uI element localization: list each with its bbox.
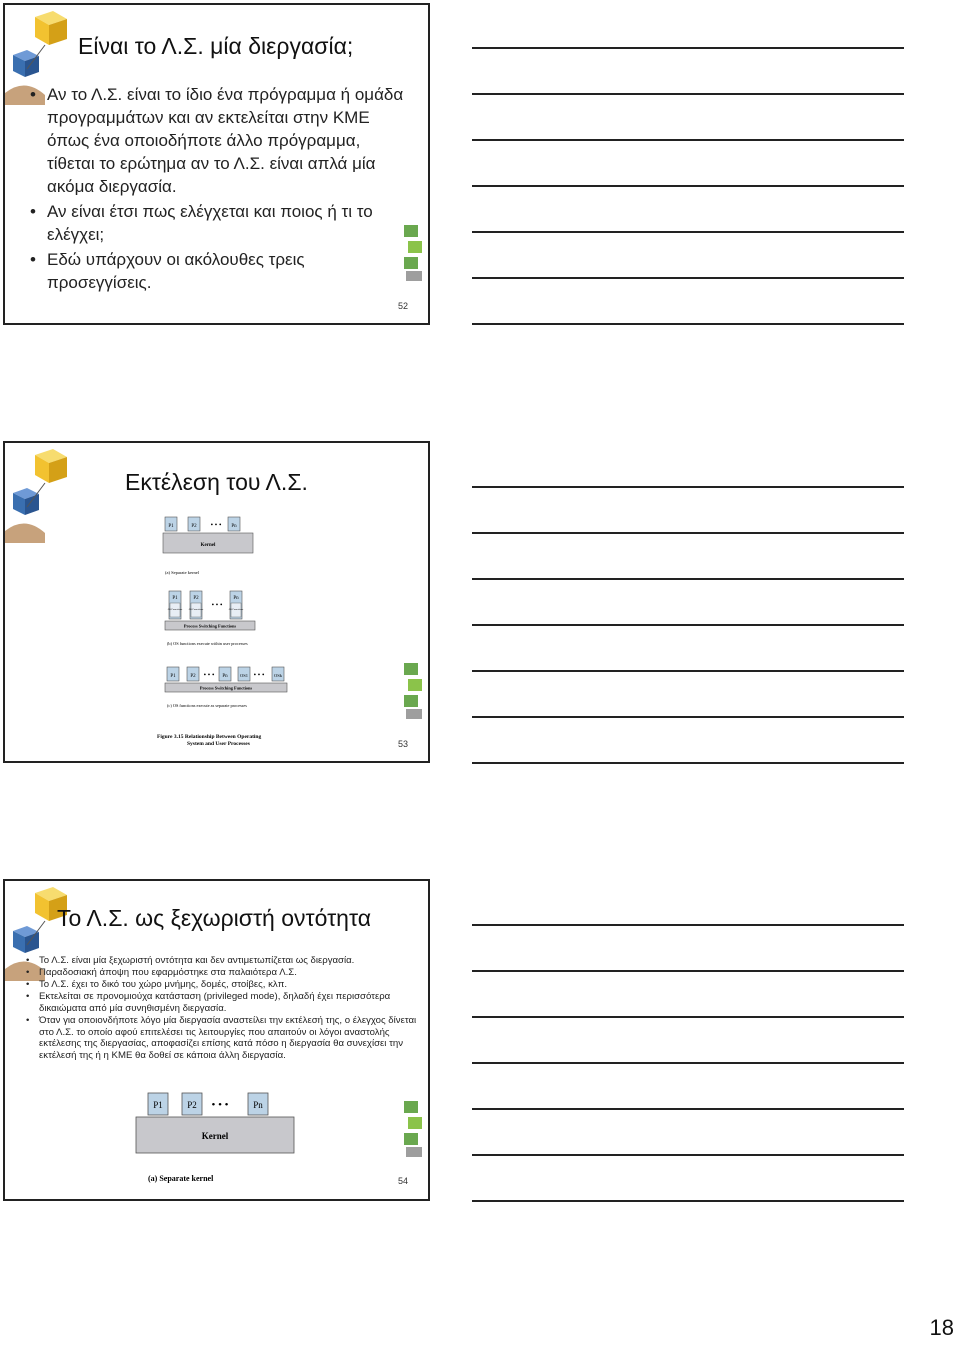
bullet-item: • Εκτελείται σε προνομιούχα κατάσταση (privileged mode), δηλαδή έχει περισσότερα δικαιώματα από μία συνηθισμένη διεργασία. <box>23 991 423 1014</box>
process-label: P1 <box>172 596 178 601</box>
process-label: P2 <box>191 524 197 529</box>
process-label: P2 <box>193 596 199 601</box>
os-function-label: OS Func-tions <box>188 608 204 611</box>
slide-title: Εκτέλεση του Λ.Σ. <box>125 469 308 495</box>
slide-title: Το Λ.Σ. ως ξεχωριστή οντότητα <box>57 905 372 931</box>
kernel-label: Kernel <box>201 1131 229 1141</box>
ellipsis: • • • <box>210 521 222 529</box>
process-label: P1 <box>168 524 174 529</box>
process-label: P1 <box>170 674 176 679</box>
switching-label: Process Switching Functions <box>199 685 253 691</box>
bullet-item: • Αν το Λ.Σ. είναι το ίδιο ένα πρόγραμμα ή ομάδα προγραμμάτων και αν εκτελείται στην ΚΜΕ όπως ένα οποιοδήποτε άλλο πρόγραμμα, τίθεται το ερώτημα αν το Λ.Σ. είναι απλά μία ακόμα διεργασία. <box>27 83 407 198</box>
green-blocks-icon <box>402 1099 424 1159</box>
process-label: P1 <box>153 1100 163 1110</box>
figure-caption: (c) OS functions execute as separate processes <box>167 703 247 708</box>
note-line <box>472 323 904 325</box>
slide-number: 53 <box>398 739 409 749</box>
note-line <box>472 1200 904 1202</box>
bullet-list <box>27 83 407 296</box>
note-line <box>472 277 904 279</box>
note-line <box>472 1154 904 1156</box>
bullet-item: • Εδώ υπάρχουν οι ακόλουθες τρεις προσεγγίσεις. <box>27 248 407 294</box>
bullet-item: • Το Λ.Σ. έχει το δικό του χώρο μνήμης, δομές, στοίβες, κλπ. <box>23 979 423 991</box>
slide-number: 54 <box>398 1176 409 1186</box>
note-line <box>472 185 904 187</box>
bullet-item: • Το Λ.Σ. είναι μία ξεχωριστή οντότητα και δεν αντιμετωπίζεται ως διεργασία. <box>23 955 423 967</box>
process-label: P2 <box>187 1100 197 1110</box>
note-line <box>472 1108 904 1110</box>
note-line <box>472 231 904 233</box>
process-label: Pn <box>253 1100 263 1110</box>
note-line <box>472 762 904 764</box>
ellipsis: • • • <box>211 1099 229 1111</box>
separate-kernel-figure <box>130 1091 300 1186</box>
process-label: Pn <box>233 596 239 601</box>
green-blocks-icon <box>402 661 424 721</box>
cube-stack-icon <box>5 443 75 543</box>
note-line <box>472 1016 904 1018</box>
kernel-label: Kernel <box>200 543 216 548</box>
bullet-list <box>23 955 423 1062</box>
ellipsis: • • • <box>211 601 223 609</box>
note-line <box>472 970 904 972</box>
ellipsis: • • • <box>253 671 265 679</box>
note-line <box>472 670 904 672</box>
note-line <box>472 486 904 488</box>
switching-label: Process Switching Functions <box>183 623 237 629</box>
process-label: P2 <box>190 674 196 679</box>
os-function-label: OS Func-tions <box>228 608 244 611</box>
process-label: Pn <box>222 674 228 679</box>
note-line <box>472 139 904 141</box>
ellipsis: • • • <box>203 671 215 679</box>
note-line <box>472 924 904 926</box>
figure-caption: (a) Separate kernel <box>148 1174 214 1183</box>
slide-title: Είναι το Λ.Σ. μία διεργασία; <box>78 33 354 59</box>
note-line <box>472 1062 904 1064</box>
note-line <box>472 578 904 580</box>
figure-caption: (a) Separate kernel <box>165 570 199 575</box>
note-line <box>472 532 904 534</box>
process-label: OS1 <box>239 673 249 678</box>
note-line <box>472 624 904 626</box>
slide-54 <box>3 879 430 1201</box>
note-line <box>472 47 904 49</box>
figure-title: Figure 3.15 Relationship Between Operating <box>157 734 262 740</box>
bullet-item: • Αν είναι έτσι πως ελέγχεται και ποιος ή τι το ελέγχει; <box>27 200 407 246</box>
process-label: Pn <box>231 524 237 529</box>
note-line <box>472 716 904 718</box>
process-label: OSk <box>273 673 283 678</box>
os-process-relationship-figure <box>145 515 315 750</box>
os-function-label: OS Func-tions <box>167 608 183 611</box>
bullet-item: • Όταν για οποιονδήποτε λόγο μία διεργασία αναστείλει την εκτέλεσή της, ο έλεγχος δίνεται στο Λ.Σ. το οποίο αφού επιτελέσει τις λειτουργίες που απαιτούν οι λόγοι αναστολής εκτέλεσης της διεργασίας, αποφασίζει επίσης κατά πόσο η διεργασία θα συνεχίσει την εκτέλεσή της ή η ΚΜΕ θα δοθεί σε κάποια άλλη διεργασία. <box>23 1015 423 1061</box>
slide-number: 52 <box>398 301 409 311</box>
slide-53 <box>3 441 430 763</box>
figure-caption: (b) OS functions execute within user processes <box>167 641 248 646</box>
figure-title: System and User Processes <box>187 741 250 747</box>
slide-52 <box>3 3 430 325</box>
note-line <box>472 93 904 95</box>
page-number: 18 <box>929 1315 954 1340</box>
bullet-item: • Παραδοσιακή άποψη που εφαρμόστηκε στα παλαιότερα Λ.Σ. <box>23 967 423 979</box>
